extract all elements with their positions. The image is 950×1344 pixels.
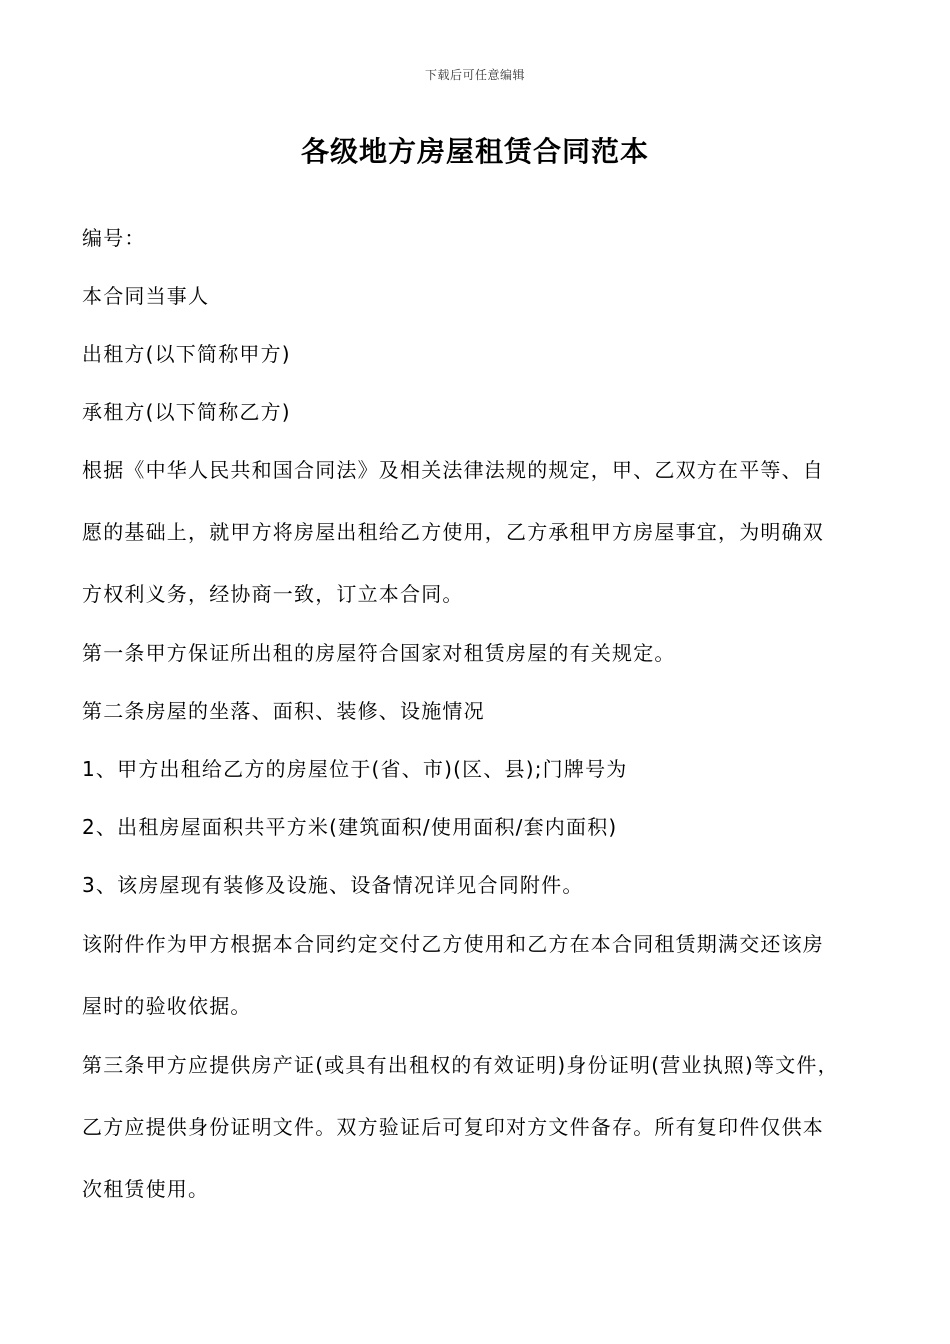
article-three-line: 第三条甲方应提供房产证(或具有出租权的有效证明)身份证明(营业执照)等文件， [82,1053,839,1077]
article-two-item: 2、出租房屋面积共平方米(建筑面积/使用面积/套内面积) [82,815,618,839]
article-two-heading: 第二条房屋的坐落、面积、装修、设施情况 [82,699,485,723]
article-two-item: 3、该房屋现有装修及设施、设备情况详见合同附件。 [82,873,584,897]
lessee-line: 承租方(以下简称乙方) [82,400,291,424]
attachment-note-line: 该附件作为甲方根据本合同约定交付乙方使用和乙方在本合同租赁期满交还该房 [82,932,824,956]
lessor-line: 出租方(以下简称甲方) [82,342,291,366]
preamble-line: 方权利义务，经协商一致，订立本合同。 [82,582,464,606]
attachment-note-line: 屋时的验收依据。 [82,994,252,1018]
article-one: 第一条甲方保证所出租的房屋符合国家对租赁房屋的有关规定。 [82,641,676,665]
header-note: 下载后可任意编辑 [424,68,525,82]
document-title: 各级地方房屋租赁合同范本 [300,135,649,168]
article-three-line: 乙方应提供身份证明文件。双方验证后可复印对方文件备存。所有复印件仅供本 [82,1115,824,1139]
preamble-line: 根据《中华人民共和国合同法》及相关法律法规的规定，甲、乙双方在平等、自 [82,458,824,482]
parties-heading: 本合同当事人 [82,284,210,308]
article-two-item: 1、甲方出租给乙方的房屋位于(省、市)(区、县);门牌号为 [82,757,628,781]
preamble-line: 愿的基础上，就甲方将房屋出租给乙方使用，乙方承租甲方房屋事宜，为明确双 [82,520,824,544]
contract-number-line: 编号： [82,226,146,250]
article-three-line: 次租赁使用。 [82,1177,210,1201]
